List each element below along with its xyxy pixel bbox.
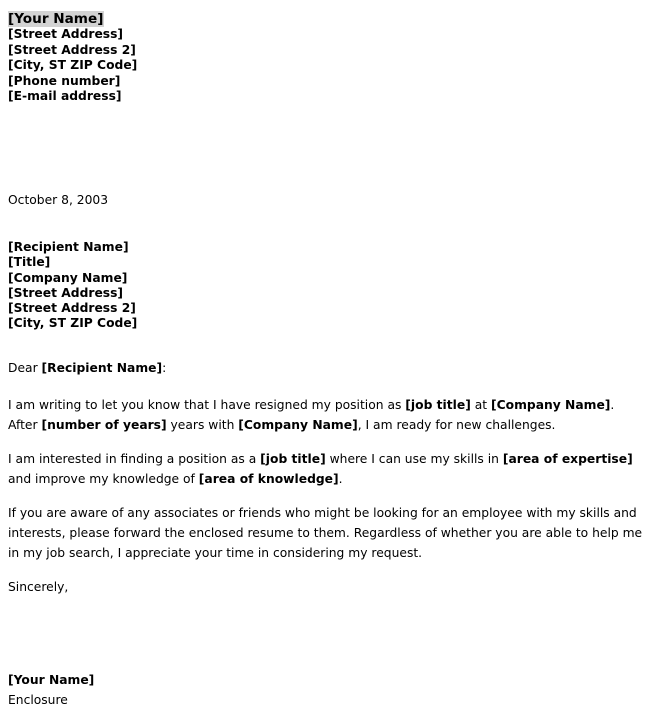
sender-address-block xyxy=(8,11,137,104)
sender-street-address-2[interactable]: [Street Address 2] xyxy=(8,42,136,57)
sender-street-address[interactable]: [Street Address] xyxy=(8,27,124,42)
recipient-company[interactable]: [Company Name] xyxy=(8,270,128,285)
area-of-expertise-placeholder[interactable]: [area of expertise] xyxy=(502,452,633,466)
letter-date[interactable]: October 8, 2003 xyxy=(8,193,109,207)
recipient-street-address[interactable]: [Street Address] xyxy=(8,285,124,300)
body-paragraph-2 xyxy=(8,449,644,489)
recipient-street-address-2[interactable]: [Street Address 2] xyxy=(8,301,136,316)
recipient-city-state-zip[interactable]: [City, ST ZIP Code] xyxy=(8,316,138,331)
recipient-title[interactable]: [Title] xyxy=(8,255,51,270)
closing[interactable]: Sincerely, xyxy=(8,580,69,594)
job-title-placeholder[interactable]: [job title] xyxy=(405,398,471,412)
paragraph-text: and improve my knowledge of xyxy=(8,472,199,486)
salutation-suffix: : xyxy=(162,361,167,375)
area-of-knowledge-placeholder[interactable]: [area of knowledge] xyxy=(198,472,339,486)
company-name-placeholder[interactable]: [Company Name] xyxy=(238,418,358,432)
number-of-years-placeholder[interactable]: [number of years] xyxy=(41,418,167,432)
company-name-placeholder[interactable]: [Company Name] xyxy=(491,398,611,412)
paragraph-text: at xyxy=(470,398,491,412)
paragraph-text: where I can use my skills in xyxy=(325,452,503,466)
sender-phone[interactable]: [Phone number] xyxy=(8,73,121,88)
salutation-prefix: Dear xyxy=(8,361,42,375)
paragraph-text: years with xyxy=(166,418,239,432)
sender-email[interactable]: [E-mail address] xyxy=(8,89,122,104)
enclosure-note[interactable]: Enclosure xyxy=(8,693,68,707)
paragraph-text: I am writing to let you know that I have resigned my position as xyxy=(8,398,406,412)
body-paragraph-1 xyxy=(8,395,644,435)
salutation xyxy=(8,361,166,375)
paragraph-text: . After xyxy=(8,398,615,432)
job-title-placeholder[interactable]: [job title] xyxy=(260,452,326,466)
paragraph-text: , I am ready for new challenges. xyxy=(357,418,556,432)
sender-city-state-zip[interactable]: [City, ST ZIP Code] xyxy=(8,58,138,73)
salutation-recipient-name[interactable]: [Recipient Name] xyxy=(41,361,163,375)
recipient-address-block xyxy=(8,240,137,332)
paragraph-text: I am interested in finding a position as a xyxy=(8,452,261,466)
recipient-name[interactable]: [Recipient Name] xyxy=(8,240,129,254)
signature-name[interactable]: [Your Name] xyxy=(8,673,95,687)
sender-name[interactable]: [Your Name] xyxy=(8,11,104,27)
body-paragraph-3[interactable]: If you are aware of any associates or friends who might be looking for an employee with my skills and interests, please forward the enclosed resume to them. Regardless of whether you are able to help me in my job search, I appreciate your time in considering my request. xyxy=(8,506,643,560)
paragraph-text: . xyxy=(338,472,343,486)
